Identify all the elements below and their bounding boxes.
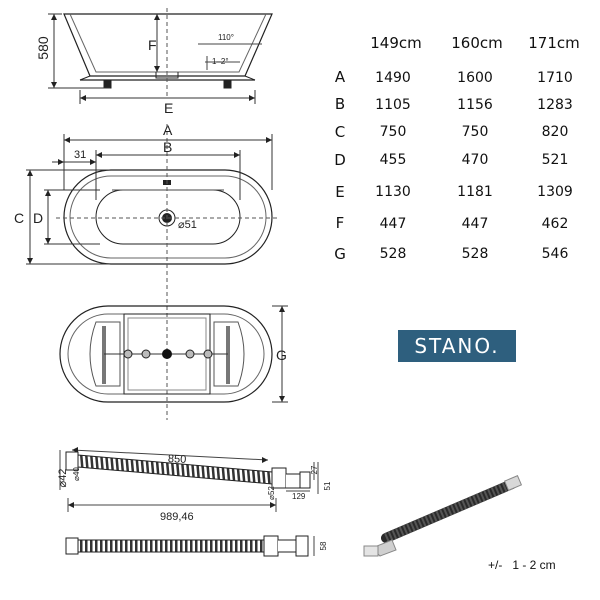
row-label-a: A — [334, 68, 346, 86]
slope-label: 1–2° — [212, 57, 229, 66]
cell-a-171: 1710 — [537, 70, 573, 86]
top-view — [26, 124, 280, 420]
drain-diameter-label: ⌀51 — [178, 219, 197, 231]
tolerance-label: +/- 1 - 2 cm — [488, 558, 556, 572]
size-header-149: 149cm — [370, 34, 422, 52]
outlet-diameter-label: ⌀52 — [267, 486, 276, 500]
bottom-view — [60, 306, 288, 402]
dim-58-label: 58 — [319, 541, 328, 551]
stano-logo: STANO. — [398, 330, 516, 362]
cell-c-149: 750 — [379, 124, 407, 140]
inner-diameter-label: ⌀40 — [72, 467, 81, 481]
cell-f-171: 462 — [541, 216, 569, 232]
size-header-171: 171cm — [528, 34, 580, 52]
dim-51-label: 51 — [323, 481, 332, 491]
outer-diameter-label: ⌀42 — [57, 468, 69, 488]
dimension-table — [334, 34, 580, 263]
cell-f-160: 447 — [461, 216, 489, 232]
row-label-f: F — [335, 214, 345, 232]
width-label-c: C — [14, 210, 25, 226]
cell-d-171: 521 — [541, 152, 569, 168]
inner-length-label-b: B — [163, 139, 173, 155]
outlet-length-label: 129 — [292, 492, 306, 501]
hose-length-total: 989,46 — [160, 511, 194, 523]
cell-a-160: 1600 — [457, 70, 493, 86]
cell-g-160: 528 — [461, 246, 489, 262]
cell-f-149: 447 — [379, 216, 407, 232]
cell-d-160: 470 — [461, 152, 489, 168]
side-view — [48, 8, 272, 104]
row-label-g: G — [334, 245, 346, 263]
rim-label: 31 — [74, 149, 87, 161]
cell-b-171: 1283 — [537, 97, 573, 113]
row-label-e: E — [335, 183, 345, 201]
cell-b-149: 1105 — [375, 97, 411, 113]
angle-label: 110° — [218, 33, 234, 42]
cell-e-160: 1181 — [457, 184, 493, 200]
hose-drawing — [60, 447, 318, 556]
cell-a-149: 1490 — [375, 70, 411, 86]
hose-length-top: 850 — [167, 453, 187, 466]
row-label-c: C — [334, 123, 346, 141]
length-label-a: A — [163, 122, 173, 138]
cell-b-160: 1156 — [457, 97, 493, 113]
cell-e-171: 1309 — [537, 184, 573, 200]
cell-c-160: 750 — [461, 124, 489, 140]
cell-c-171: 820 — [541, 124, 569, 140]
cell-g-171: 546 — [541, 246, 569, 262]
hose-product-illustration — [364, 476, 521, 556]
height-label: 580 — [35, 36, 51, 60]
bottom-width-label-g: G — [276, 347, 287, 363]
size-header-160: 160cm — [451, 34, 503, 52]
inner-width-label-d: D — [33, 210, 44, 226]
depth-label-f: F — [148, 37, 157, 53]
dim-27-label: 27 — [310, 465, 319, 475]
cell-g-149: 528 — [379, 246, 407, 262]
cell-d-149: 455 — [379, 152, 407, 168]
cell-e-149: 1130 — [375, 184, 411, 200]
row-label-d: D — [334, 151, 346, 169]
feet-width-label-e: E — [164, 100, 174, 116]
row-label-b: B — [334, 95, 346, 113]
